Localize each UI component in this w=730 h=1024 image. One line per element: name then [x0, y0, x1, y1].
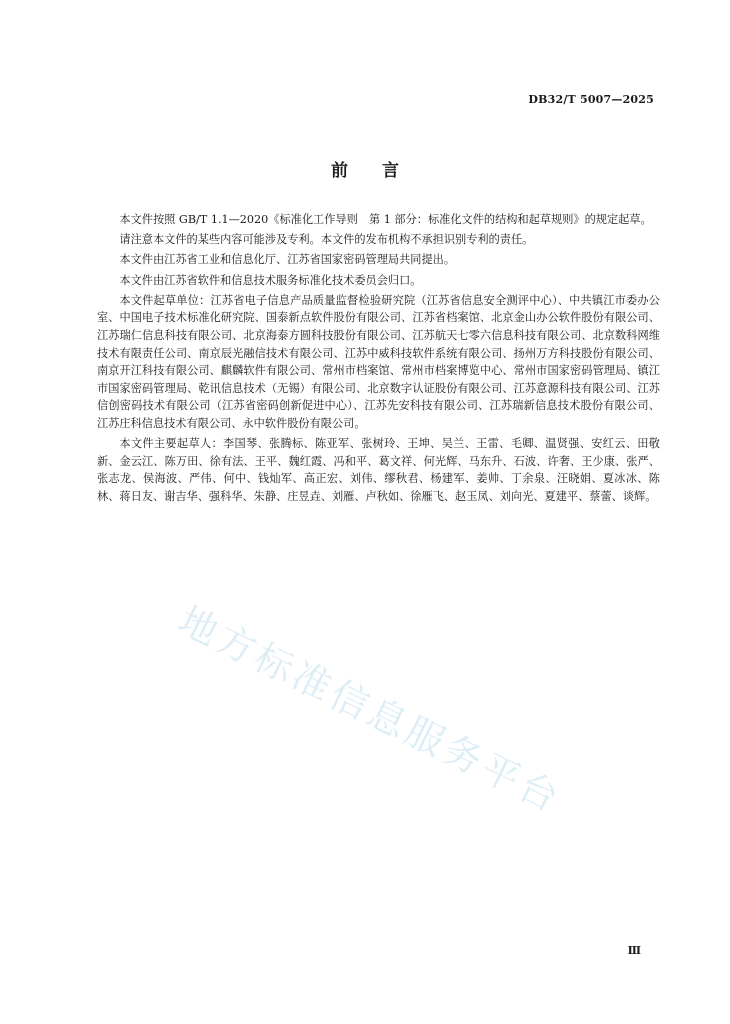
paragraph-proposed-by: 本文件由江苏省工业和信息化厅、江苏省国家密码管理局共同提出。	[119, 253, 456, 267]
paragraph-under-jurisdiction: 本文件由江苏省软件和信息技术服务标准化技术委员会归口。	[119, 273, 422, 287]
paragraph-drafting-rules: 本文件按照 GB/T 1.1—2020《标准化工作导则 第 1 部分：标准化文件的结构和起草规则》的规定起草。	[119, 213, 652, 226]
page-title	[0, 156, 730, 181]
foreword-body	[97, 211, 660, 508]
paragraph-drafting-units: 本文件起草单位：江苏省电子信息产品质量监督检验研究院（江苏省信息安全测评中心）、中共镇江市委办公室、中国电子技术标准化研究院、国泰新点软件股份有限公司、江苏省档案馆、北京金山办公软件股份有限公司、江苏瑞仁信息科技有限公司、北京海泰方圆科技股份有限公司、江苏航天七零六信息科技有限公司、北京数科网维技术有限责任公司、南京辰光融信技术有限公司、江苏中威科技软件系统有限公司、扬州万方科技股份有限公司、南京开江科技有限公司、麒麟软件有限公司、常州市档案馆、常州市档案博览中心、常州市国家密码管理局、镇江市国家密码管理局、乾讯信息技术（无锡）有限公司、北京数字认证股份有限公司、江苏意源科技有限公司、江苏信创密码技术有限公司（江苏省密码创新促进中心）、江苏先安科技有限公司、江苏瑞新信息技术股份有限公司、江苏庄科信息技术有限公司、永中软件股份有限公司。	[97, 293, 660, 430]
watermark: 地方标准信息服务平台	[171, 598, 569, 822]
page-number: Ⅲ	[627, 944, 641, 957]
page-title-part2: 言	[382, 161, 399, 181]
standard-code: DB32/T 5007—2025	[528, 93, 654, 106]
paragraph-main-drafters: 本文件主要起草人：李国琴、张腾标、陈亚军、张树玲、王坤、吴兰、王雷、毛卿、温贤强、安红云、田敬新、金云江、陈万田、徐有法、王平、魏红霞、冯和平、葛文祥、何光辉、马东升、石波、许奢、王少康、张严、张志龙、侯海波、严伟、何中、钱灿军、高正宏、刘伟、缪秋君、杨建军、姜帅、丁余泉、汪晓娟、夏冰冰、陈林、蒋日友、谢吉华、强科华、朱静、庄昱垚、刘雁、卢秋如、徐雁飞、赵玉凤、刘向光、夏建平、蔡蕾、谈辉。	[97, 437, 660, 503]
paragraph-patent-notice: 请注意本文件的某些内容可能涉及专利。本文件的发布机构不承担识别专利的责任。	[119, 233, 534, 247]
page-title-part1: 前	[331, 161, 348, 181]
